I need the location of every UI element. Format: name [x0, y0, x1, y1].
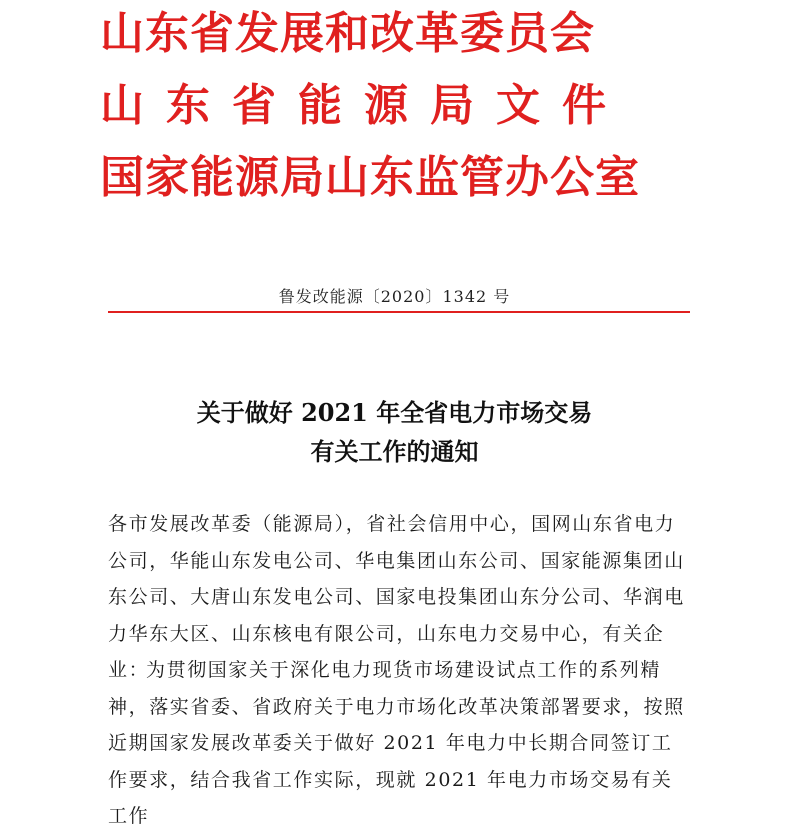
salutation-text: 各市发展改革委（能源局），省社会信用中心，国网山东省电力公司，华能山东发电公司、华电集团山东公司、国家能源集团山东公司、大唐山东发电公司、国家电投集团山东分公司、华润电力华东大区、山东核电有限公司，山东电力交易中心，有关企业：: [108, 513, 685, 681]
document-number: 鲁发改能源〔2020〕1342 号: [278, 287, 511, 306]
issuer-name-line-1: 山东省发展和改革委员会: [100, 8, 595, 59]
issuer-name-line-2: 山东省能源局文件: [100, 80, 628, 131]
body-paragraph: [108, 652, 688, 835]
document-title-line-2: 有关工作的通知: [310, 437, 479, 466]
issuer-name-line-3: 国家能源局山东监管办公室: [100, 152, 640, 203]
red-divider: [108, 311, 690, 313]
paragraph-text: 为贯彻国家关于深化电力现货市场建设试点工作的系列精神，落实省委、省政府关于电力市场化改革决策部署要求，按照近期国家发展改革委关于做好 2021 年电力中长期合同签订工作要求，结合我省工作实际，现就 2021 年电力市场交易有关工作: [108, 659, 685, 827]
document-title-line-1: 关于做好 2021 年全省电力市场交易: [196, 398, 593, 427]
